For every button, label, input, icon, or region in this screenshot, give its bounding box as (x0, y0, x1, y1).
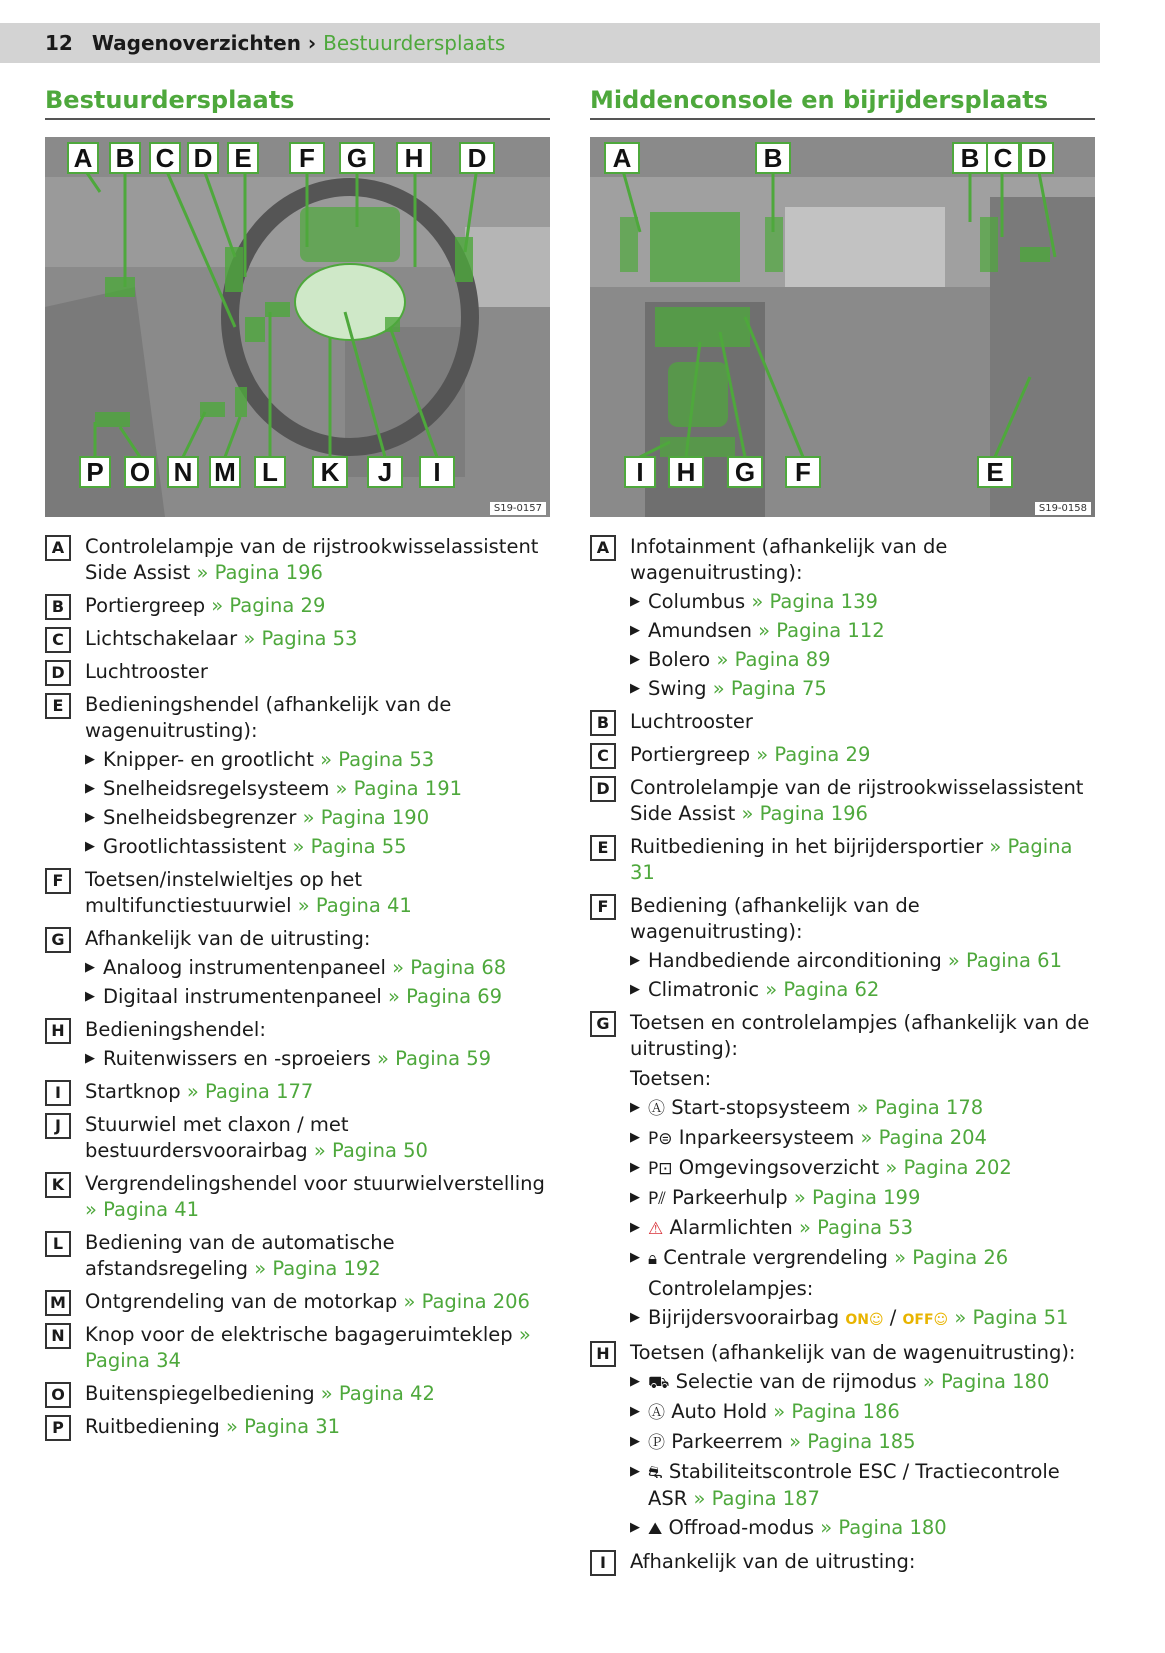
page-ref-link[interactable]: » Pagina 61 (947, 949, 1062, 972)
legend-text: Controlelampje van de rijstrookwisselassistent Side Assist (85, 535, 539, 584)
legend-text: Afhankelijk van de uitrusting: (630, 1550, 916, 1573)
legend-subitem (85, 747, 550, 773)
sub-text: Inparkeersysteem (678, 1126, 855, 1149)
fig-label: G (734, 457, 756, 487)
legend-subitem (630, 1125, 1095, 1152)
legend-item (45, 1322, 550, 1374)
page-ref-link[interactable]: » Pagina 192 (254, 1257, 381, 1280)
legend-key: F (45, 868, 71, 894)
legend-key: H (590, 1341, 616, 1367)
fig-label: D (1027, 143, 1047, 173)
page-ref-link[interactable]: » Pagina 185 (789, 1430, 916, 1453)
driver-cockpit-figure (45, 137, 550, 517)
legend-item (45, 534, 550, 586)
sub-text: Centrale vergrendeling (663, 1246, 888, 1269)
legend-key: N (45, 1323, 71, 1349)
header-arrow (1080, 23, 1098, 63)
legend-key: D (590, 776, 616, 802)
legend-key: F (590, 894, 616, 920)
fig-label: N (173, 457, 193, 487)
legend-subitem (630, 1305, 1095, 1333)
legend-subitem (630, 1429, 1095, 1456)
figure-code: S19-0157 (490, 502, 546, 515)
legend-item (45, 692, 550, 860)
legend-key: E (590, 835, 616, 861)
legend-sublabel: Toetsen: (630, 1067, 712, 1090)
right-legend (590, 534, 1095, 1582)
legend-text: Infotainment (afhankelijk van de wagenuitrusting): (630, 535, 948, 584)
legend-key: M (45, 1290, 71, 1316)
fig-label: C (993, 143, 1013, 173)
page-ref-link[interactable]: » Pagina 180 (820, 1516, 947, 1539)
center-console-illustration (590, 137, 1095, 517)
legend-subitem (85, 776, 550, 802)
page-ref-link[interactable]: » Pagina 191 (335, 777, 463, 800)
legend-subitem (85, 984, 550, 1010)
legend-subitem (630, 1459, 1095, 1512)
center-console-figure (590, 137, 1095, 517)
separator: / (889, 1306, 897, 1329)
page-ref-link[interactable]: » Pagina 41 (85, 1198, 200, 1221)
legend-item (45, 1381, 550, 1407)
legend-text: Ruitbediening (85, 1415, 220, 1438)
hazard-warning-icon: ⚠ (648, 1219, 664, 1239)
page-ref-link[interactable]: » Pagina 190 (302, 806, 430, 829)
page-ref-link[interactable]: » Pagina 53 (798, 1216, 914, 1239)
legend-key: A (590, 535, 616, 561)
legend-item (45, 1414, 550, 1440)
left-legend (45, 534, 550, 1447)
fig-label: H (676, 457, 696, 487)
sub-text: Bijrijdersvoorairbag (648, 1306, 840, 1329)
legend-item (45, 867, 550, 919)
fig-label: D (193, 143, 213, 173)
sub-text: Columbus (648, 590, 746, 613)
sub-text: Selectie van de rijmodus (675, 1370, 917, 1393)
legend-subitem (85, 805, 550, 831)
fig-label: G (346, 143, 368, 173)
legend-item (45, 1289, 550, 1315)
lock-icon: 🔒︎ (648, 1249, 658, 1269)
legend-subitem (630, 647, 1095, 673)
left-section-title: Bestuurdersplaats (45, 86, 295, 114)
page-ref-link[interactable]: » Pagina 51 (954, 1306, 1069, 1329)
sub-text: Amundsen (648, 619, 752, 642)
legend-text: Bedieningshendel (afhankelijk van de wagenuitrusting): (85, 693, 452, 742)
legend-item (590, 775, 1095, 827)
drive-mode-icon: ⛟ (648, 1373, 670, 1393)
legend-key: G (45, 927, 71, 953)
fig-label: A (612, 143, 632, 173)
parking-brake-icon: Ⓟ (648, 1433, 665, 1453)
legend-subitem (630, 1245, 1095, 1272)
legend-item (45, 1112, 550, 1164)
legend-key: L (45, 1231, 71, 1257)
legend-item (45, 659, 550, 685)
sub-text: Snelheidsbegrenzer (103, 806, 297, 829)
sub-text: Parkeerrem (671, 1430, 783, 1453)
legend-text: Bediening van de automatische afstandsregeling (85, 1231, 395, 1280)
right-title-rule (590, 118, 1095, 120)
sub-text: Climatronic (648, 978, 760, 1001)
legend-subitem (630, 1185, 1095, 1212)
page-ref-link[interactable]: » Pagina 50 (313, 1139, 428, 1162)
fig-label: L (262, 457, 278, 487)
sub-text: Parkeerhulp (672, 1186, 788, 1209)
sub-text: Knipper- en grootlicht (103, 748, 314, 771)
sub-text: Analoog instrumentenpaneel (103, 956, 386, 979)
legend-subitem (630, 1095, 1095, 1122)
legend-item (590, 709, 1095, 735)
legend-key: C (590, 743, 616, 769)
driver-cockpit-illustration (45, 137, 550, 517)
legend-key: K (45, 1172, 71, 1198)
legend-item (590, 534, 1095, 702)
legend-text: Bediening (afhankelijk van de wagenuitrusting): (630, 894, 920, 943)
legend-item (590, 893, 1095, 1003)
breadcrumb-subsection: Bestuurdersplaats (323, 31, 506, 55)
sub-text: Grootlichtassistent (103, 835, 287, 858)
sub-text: Omgevingsoverzicht (678, 1156, 880, 1179)
legend-subitem (630, 618, 1095, 644)
legend-item (45, 1171, 550, 1223)
fig-label: I (636, 457, 644, 487)
sub-text: Handbediende airconditioning (648, 949, 942, 972)
legend-key: B (590, 710, 616, 736)
page-ref-link[interactable]: » Pagina 199 (793, 1186, 921, 1209)
fig-label: B (115, 143, 135, 173)
legend-subitem (630, 1215, 1095, 1242)
left-title-rule (45, 118, 550, 120)
legend-text: Startknop (85, 1080, 181, 1103)
legend-key: H (45, 1018, 71, 1044)
esc-icon: ⛐ (648, 1463, 663, 1483)
parking-aid-icon: P⫽ (648, 1189, 666, 1209)
fig-label: I (433, 457, 441, 487)
legend-subitem (85, 955, 550, 981)
legend-item (590, 742, 1095, 768)
page-ref-link[interactable]: » Pagina 29 (211, 594, 326, 617)
legend-text: Luchtrooster (85, 660, 208, 683)
legend-text: Portiergreep (85, 594, 206, 617)
legend-text: Afhankelijk van de uitrusting: (85, 927, 371, 950)
legend-text: Portiergreep (630, 743, 751, 766)
page-ref-link[interactable]: » Pagina 69 (388, 985, 503, 1008)
area-view-icon: P⊡ (648, 1159, 673, 1179)
legend-item (590, 1549, 1095, 1575)
legend-item (45, 593, 550, 619)
legend-subitem (630, 948, 1095, 974)
page-ref-link[interactable]: » Pagina 178 (856, 1096, 984, 1119)
legend-subitem (85, 834, 550, 860)
legend-subitem (630, 1369, 1095, 1396)
fig-label: F (299, 143, 315, 173)
legend-text: Luchtrooster (630, 710, 753, 733)
fig-label: A (73, 143, 93, 173)
page-ref-link[interactable]: » Pagina 139 (751, 590, 878, 613)
legend-item (45, 1230, 550, 1282)
fig-label: C (155, 143, 175, 173)
fig-label: O (129, 457, 151, 487)
page-ref-link[interactable]: » Pagina 202 (885, 1156, 1012, 1179)
legend-text: Toetsen (afhankelijk van de wagenuitrusting): (630, 1341, 1076, 1364)
legend-subitem (85, 1046, 550, 1072)
legend-text: Buitenspiegelbediening (85, 1382, 315, 1405)
legend-key: O (45, 1382, 71, 1408)
sub-text: Digitaal instrumentenpaneel (103, 985, 382, 1008)
page-ref-link[interactable]: » Pagina 177 (186, 1080, 314, 1103)
legend-text: Vergrendelingshendel voor stuurwielverstelling (85, 1172, 545, 1195)
legend-key: B (45, 594, 71, 620)
fig-label: B (763, 143, 783, 173)
legend-subitem (630, 1399, 1095, 1426)
sub-text: Swing (648, 677, 707, 700)
legend-text: Stuurwiel met claxon / met bestuurdersvoorairbag (85, 1113, 349, 1162)
legend-item (45, 1079, 550, 1105)
legend-item (45, 926, 550, 1010)
page-ref-link[interactable]: » Pagina 196 (196, 561, 323, 584)
legend-item (45, 1017, 550, 1072)
sub-text: Auto Hold (671, 1400, 768, 1423)
fig-label: B (960, 143, 980, 173)
fig-label: F (795, 457, 811, 487)
sub-text: Stabiliteitscontrole ESC / Tractiecontrole ASR (648, 1460, 1060, 1510)
legend-item (590, 1010, 1095, 1333)
sub-text: Alarmlichten (669, 1216, 793, 1239)
park-assist-icon: P⊜ (648, 1129, 673, 1149)
legend-key: D (45, 660, 71, 686)
page-ref-link[interactable]: » Pagina 75 (712, 677, 827, 700)
legend-text: Controlelampje van de rijstrookwisselassistent Side Assist (630, 776, 1084, 825)
page-ref-link[interactable]: » Pagina 26 (894, 1246, 1009, 1269)
legend-subitem (630, 1155, 1095, 1182)
fig-label: E (234, 143, 252, 173)
page-ref-link[interactable]: » Pagina 41 (297, 894, 412, 917)
legend-key: I (45, 1080, 71, 1106)
right-section-title: Middenconsole en bijrijdersplaats (590, 86, 1049, 114)
page-ref-link[interactable]: » Pagina 186 (773, 1400, 900, 1423)
page-ref-link[interactable]: » Pagina 68 (392, 956, 507, 979)
sub-text: Snelheidsregelsysteem (103, 777, 330, 800)
sub-text: Bolero (648, 648, 711, 671)
page-ref-link[interactable]: » Pagina 180 (922, 1370, 1050, 1393)
page-ref-link[interactable]: » Pagina 206 (403, 1290, 530, 1313)
airbag-off-icon: OFF☺ (902, 1312, 949, 1328)
legend-subitem (630, 977, 1095, 1003)
sub-text: Start-stopsysteem (671, 1096, 851, 1119)
page-ref-link[interactable]: » Pagina 42 (320, 1382, 435, 1405)
page-ref-link[interactable]: » Pagina 55 (292, 835, 407, 858)
fig-label: M (214, 457, 236, 487)
start-stop-icon: Ⓐ (648, 1099, 665, 1119)
sub-text: Ruitenwissers en -sproeiers (103, 1047, 371, 1070)
figure-code: S19-0158 (1035, 502, 1091, 515)
legend-key: P (45, 1415, 71, 1441)
legend-text: Toetsen/instelwieltjes op het multifunctiestuurwiel (85, 868, 362, 917)
legend-subitem (630, 1515, 1095, 1542)
page-ref-link[interactable]: » Pagina 62 (765, 978, 880, 1001)
legend-text: Toetsen en controlelampjes (afhankelijk van de uitrusting): (630, 1011, 1090, 1060)
sub-text: Offroad-modus (668, 1516, 814, 1539)
legend-text: Ruitbediening in het bijrijdersportier (630, 835, 984, 858)
legend-item (45, 626, 550, 652)
page-ref-link[interactable]: » Pagina 53 (320, 748, 435, 771)
page-ref-link[interactable]: » Pagina 89 (716, 648, 831, 671)
page-ref-link[interactable]: » Pagina 53 (243, 627, 358, 650)
legend-key: E (45, 693, 71, 719)
legend-key: A (45, 535, 71, 561)
legend-text: Lichtschakelaar (85, 627, 238, 650)
page-ref-link[interactable]: » Pagina 204 (860, 1126, 987, 1149)
breadcrumb-section[interactable]: Wagenoverzichten › (91, 31, 317, 55)
fig-label: J (377, 457, 393, 487)
offroad-icon: ⛰ (648, 1519, 663, 1539)
legend-item (590, 834, 1095, 886)
legend-subitem (630, 589, 1095, 615)
legend-sublabel: Controlelampjes: (648, 1277, 814, 1300)
legend-key: G (590, 1011, 616, 1037)
fig-label: E (986, 457, 1004, 487)
page-ref-link[interactable]: » Pagina 31 (225, 1415, 341, 1438)
legend-text: Ontgrendeling van de motorkap (85, 1290, 398, 1313)
fig-label: K (320, 457, 340, 487)
page-ref-link[interactable]: » Pagina 31 (630, 835, 1073, 884)
fig-label: D (467, 143, 487, 173)
fig-label: P (86, 457, 104, 487)
legend-key: I (590, 1550, 616, 1576)
legend-item (590, 1340, 1095, 1542)
page-ref-link[interactable]: » Pagina 112 (758, 619, 885, 642)
legend-subitem (630, 676, 1095, 702)
legend-key: C (45, 627, 71, 653)
legend-text: Bedieningshendel: (85, 1018, 266, 1041)
legend-text: Knop voor de elektrische bagageruimteklep (85, 1323, 513, 1346)
fig-label: H (404, 143, 424, 173)
auto-hold-icon: Ⓐ (648, 1403, 665, 1423)
page-ref-link[interactable]: » Pagina 29 (756, 743, 871, 766)
legend-key: J (45, 1113, 71, 1139)
page-ref-link[interactable]: » Pagina 59 (376, 1047, 492, 1070)
page-ref-link[interactable]: » Pagina 34 (85, 1323, 531, 1372)
page-ref-link[interactable]: » Pagina 196 (741, 802, 868, 825)
airbag-on-icon: ON☺ (845, 1312, 884, 1328)
page-number: 12 (45, 31, 73, 55)
page-ref-link[interactable]: » Pagina 187 (693, 1487, 820, 1510)
breadcrumb (45, 31, 505, 55)
